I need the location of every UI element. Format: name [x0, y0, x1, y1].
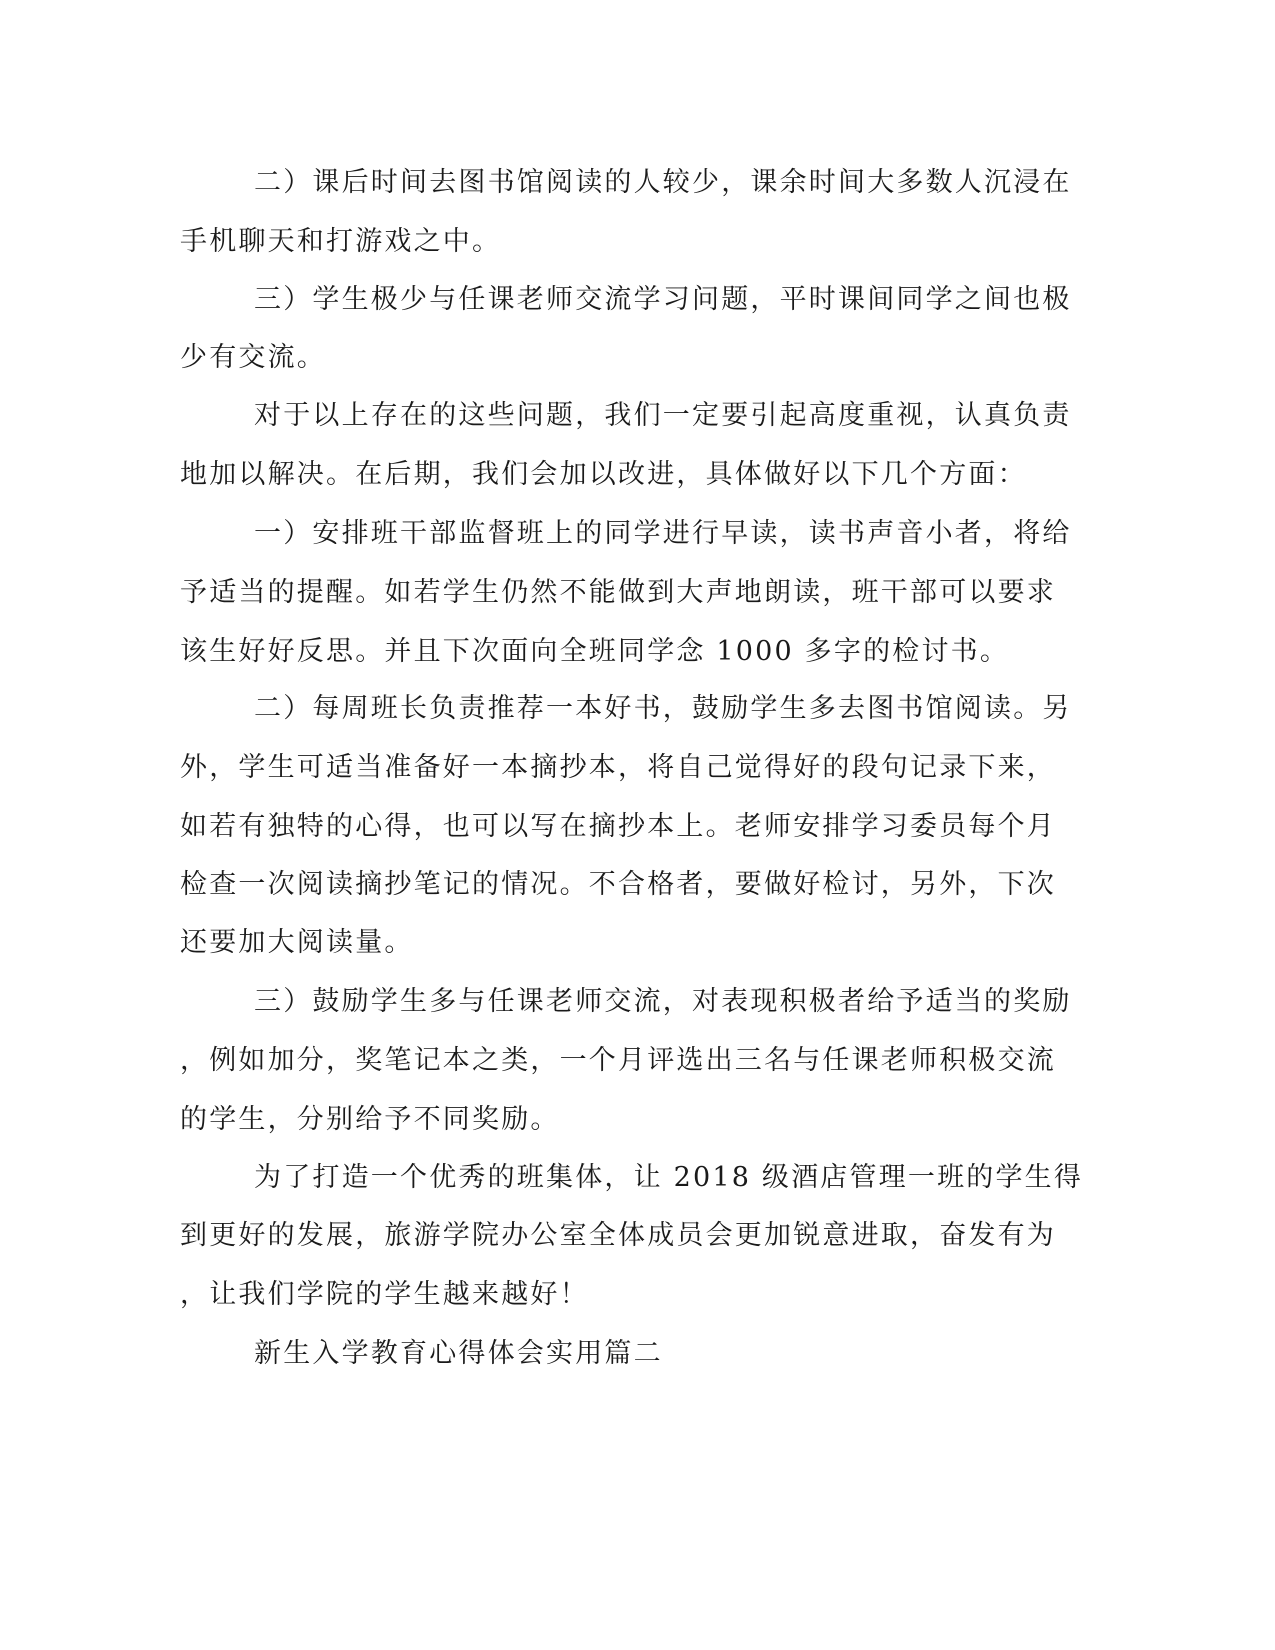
- paragraph-line: ，例如加分，奖笔记本之类，一个月评选出三名与任课老师积极交流: [180, 1045, 1056, 1076]
- paragraph-line: 少有交流。: [180, 342, 326, 373]
- paragraph-line: 对于以上存在的这些问题，我们一定要引起高度重视，认真负责: [254, 400, 1072, 431]
- paragraph-line: 如若有独特的心得，也可以写在摘抄本上。老师安排学习委员每个月: [180, 811, 1056, 842]
- paragraph-line: 三）鼓励学生多与任课老师交流，对表现积极者给予适当的奖励: [254, 986, 1072, 1017]
- paragraph-line: 予适当的提醒。如若学生仍然不能做到大声地朗读，班干部可以要求: [180, 577, 1056, 608]
- paragraph-line: 一）安排班干部监督班上的同学进行早读，读书声音小者，将给: [254, 518, 1072, 549]
- paragraph-line: 为了打造一个优秀的班集体，让 2018 级酒店管理一班的学生得: [254, 1162, 1084, 1193]
- paragraph-line: 二）课后时间去图书馆阅读的人较少，课余时间大多数人沉浸在: [254, 167, 1072, 198]
- paragraph-line: ，让我们学院的学生越来越好！: [180, 1279, 589, 1310]
- paragraph-line: 外，学生可适当准备好一本摘抄本，将自己觉得好的段句记录下来，: [180, 752, 1056, 783]
- paragraph-line: 该生好好反思。并且下次面向全班同学念 1000 多字的检讨书。: [180, 636, 1010, 667]
- paragraph-line: 手机聊天和打游戏之中。: [180, 226, 502, 257]
- section-heading: 新生入学教育心得体会实用篇二: [254, 1338, 663, 1369]
- paragraph-line: 检查一次阅读摘抄笔记的情况。不合格者，要做好检讨，另外，下次: [180, 869, 1056, 900]
- paragraph-line: 还要加大阅读量。: [180, 927, 414, 958]
- paragraph-line: 二）每周班长负责推荐一本好书，鼓励学生多去图书馆阅读。另: [254, 693, 1072, 724]
- paragraph-line: 地加以解决。在后期，我们会加以改进，具体做好以下几个方面：: [180, 459, 1027, 490]
- paragraph-line: 三）学生极少与任课老师交流学习问题，平时课间同学之间也极: [254, 284, 1072, 315]
- paragraph-line: 的学生，分别给予不同奖励。: [180, 1104, 560, 1135]
- paragraph-line: 到更好的发展，旅游学院办公室全体成员会更加锐意进取，奋发有为: [180, 1220, 1056, 1251]
